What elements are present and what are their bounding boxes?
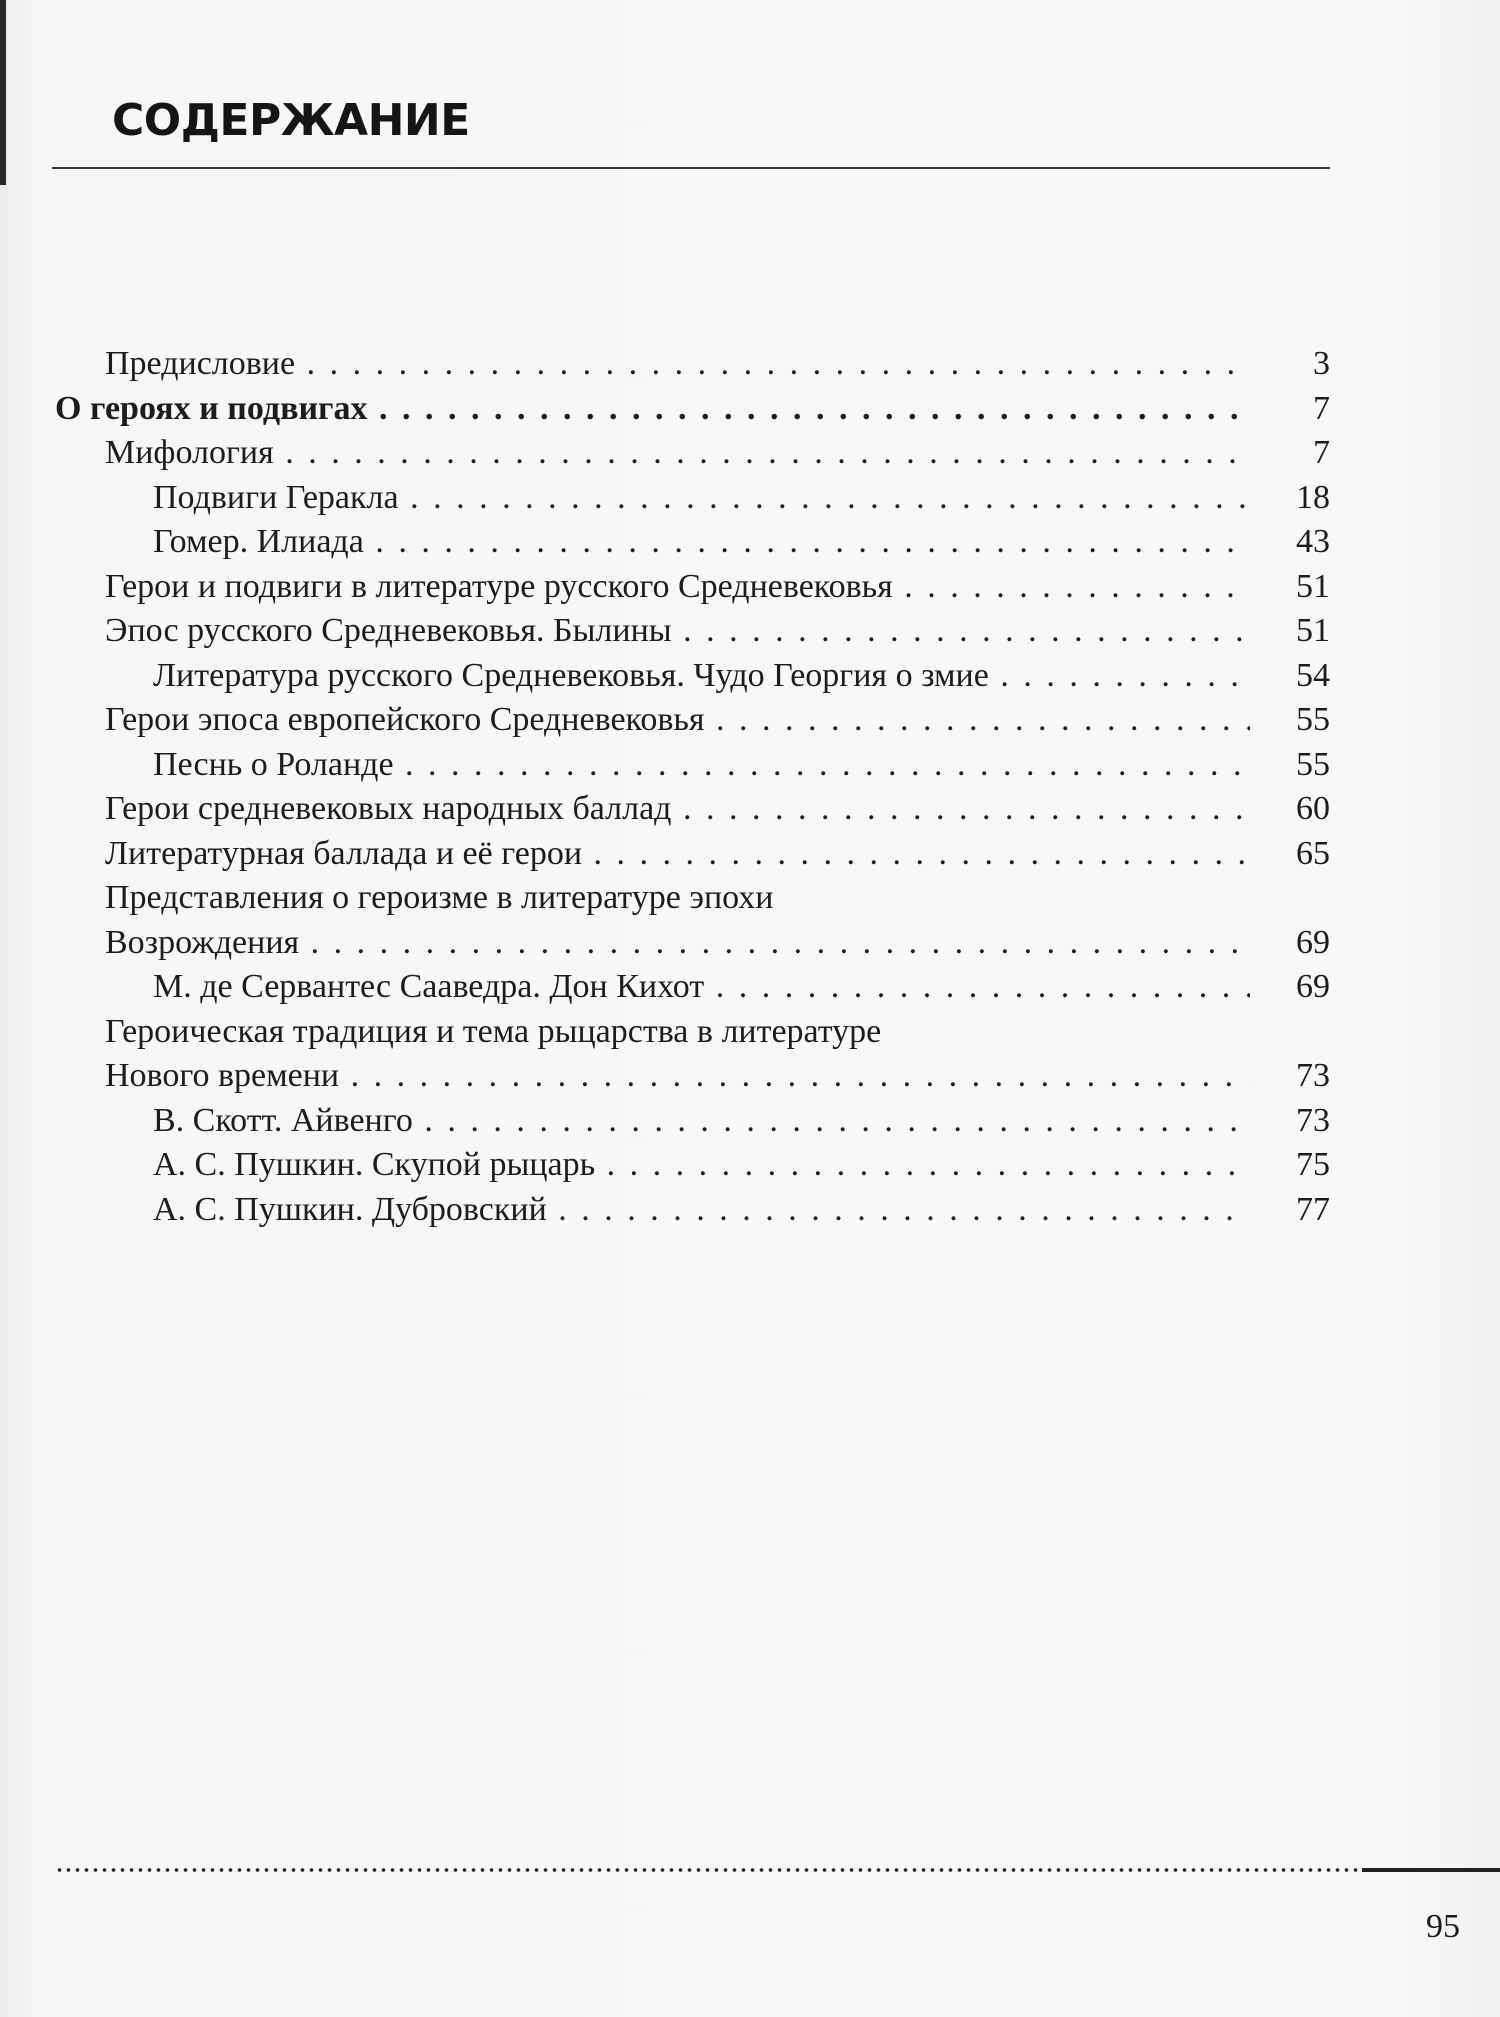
toc-entry-renaissance-line2[interactable]: [0, 921, 1500, 965]
toc-entry-page: 43: [1296, 523, 1330, 560]
toc-entry-title: Литературная баллада и её герои . . .: [105, 832, 1250, 876]
toc-entry-title: Литература русского Средневековья. Чудо Георгия о змие . . .: [153, 654, 1250, 698]
toc-entry-page: 3: [1313, 345, 1330, 382]
toc-entry-title: А. С. Пушкин. Скупой рыцарь . . .: [153, 1143, 1250, 1187]
toc-entry-title: Мифология . . .: [105, 431, 1250, 475]
toc-entry-george-dragon[interactable]: [0, 654, 1500, 698]
toc-entry-title: Герои средневековых народных баллад . . .: [105, 787, 1250, 831]
toc-entry-page: 65: [1296, 834, 1330, 872]
toc-entry-page: 77: [1296, 1190, 1330, 1228]
toc-entry-title: Герои и подвиги в литературе русского Средневековья . . .: [105, 565, 1250, 609]
title-underline: [52, 167, 1330, 169]
toc-entry-title: А. С. Пушкин. Дубровский . . .: [153, 1188, 1250, 1232]
toc-section-title: О героях и подвигах . . .: [55, 387, 1250, 431]
toc-entry-title: Гомер. Илиада . . .: [153, 520, 1250, 564]
toc-entry-title: В. Скотт. Айвенго . . .: [153, 1099, 1250, 1143]
toc-entry-page: 73: [1296, 1101, 1330, 1139]
toc-entry-russian-medieval-heroes[interactable]: [0, 565, 1500, 609]
toc-entry-page: 69: [1296, 923, 1330, 961]
toc-entry-page: 75: [1296, 1146, 1330, 1183]
toc-entry-chivalry-line2[interactable]: [0, 1054, 1500, 1098]
toc-entry-title: Нового времени . . .: [105, 1054, 1250, 1098]
toc-entry-page: 51: [1296, 567, 1330, 605]
toc-entry-roland[interactable]: [0, 743, 1500, 787]
toc-entry-literary-ballad[interactable]: [0, 832, 1500, 876]
toc-entry-page: 73: [1296, 1057, 1330, 1094]
toc-entry-ivanhoe[interactable]: [0, 1099, 1500, 1143]
page-number: 95: [1426, 1908, 1460, 1945]
toc-entry-mythology[interactable]: [0, 431, 1500, 475]
toc-entry-page: 51: [1296, 612, 1330, 649]
toc-entry-folk-ballads[interactable]: [0, 787, 1500, 831]
toc-entry-dubrovsky[interactable]: [0, 1188, 1500, 1232]
toc-entry-byliny[interactable]: [0, 609, 1500, 653]
toc-entry-iliad[interactable]: [0, 520, 1500, 564]
toc-entry-title: Представления о героизме в литературе эпохи: [105, 879, 774, 916]
toc-entry-page: 54: [1296, 656, 1330, 694]
toc-entry-heracles[interactable]: [0, 476, 1500, 520]
toc-entry-page: 7: [1313, 434, 1330, 471]
toc-entry-heroes-section[interactable]: [0, 387, 1500, 431]
toc-entry-miserly-knight[interactable]: [0, 1143, 1500, 1187]
toc-entry-title: Герои эпоса европейского Средневековья . . .: [105, 698, 1250, 742]
footer-dotted-line: [55, 1866, 1360, 1874]
toc-entry-page: 55: [1296, 745, 1330, 783]
toc-entry-title: Возрождения . . .: [105, 921, 1250, 965]
toc-entry-don-quixote[interactable]: [0, 965, 1500, 1009]
toc-entry-preface[interactable]: [0, 342, 1500, 386]
toc-entry-renaissance-line1[interactable]: [0, 876, 1500, 920]
footer-rule: [1362, 1868, 1500, 1872]
page-title: СОДЕРЖАНИЕ: [112, 95, 470, 146]
toc-entry-title: М. де Сервантес Сааведра. Дон Кихот . . .: [153, 965, 1250, 1009]
toc-entry-title: Песнь о Роланде . . .: [153, 743, 1250, 787]
toc-entry-page: 60: [1296, 790, 1330, 827]
toc-entry-chivalry-line1[interactable]: [0, 1010, 1500, 1054]
toc-entry-title: Подвиги Геракла . . .: [153, 476, 1250, 520]
toc-entry-page: 7: [1313, 389, 1330, 427]
toc-entry-page: 55: [1296, 701, 1330, 738]
page-edge-mark: [0, 0, 6, 185]
toc-entry-european-epic[interactable]: [0, 698, 1500, 742]
toc-entry-page: 18: [1296, 478, 1330, 516]
toc-entry-page: 69: [1296, 968, 1330, 1005]
toc-entry-title: Эпос русского Средневековья. Былины . . .: [105, 609, 1250, 653]
toc-entry-title: Предисловие . . .: [105, 342, 1250, 386]
toc-entry-title: Героическая традиция и тема рыцарства в литературе: [105, 1012, 882, 1050]
